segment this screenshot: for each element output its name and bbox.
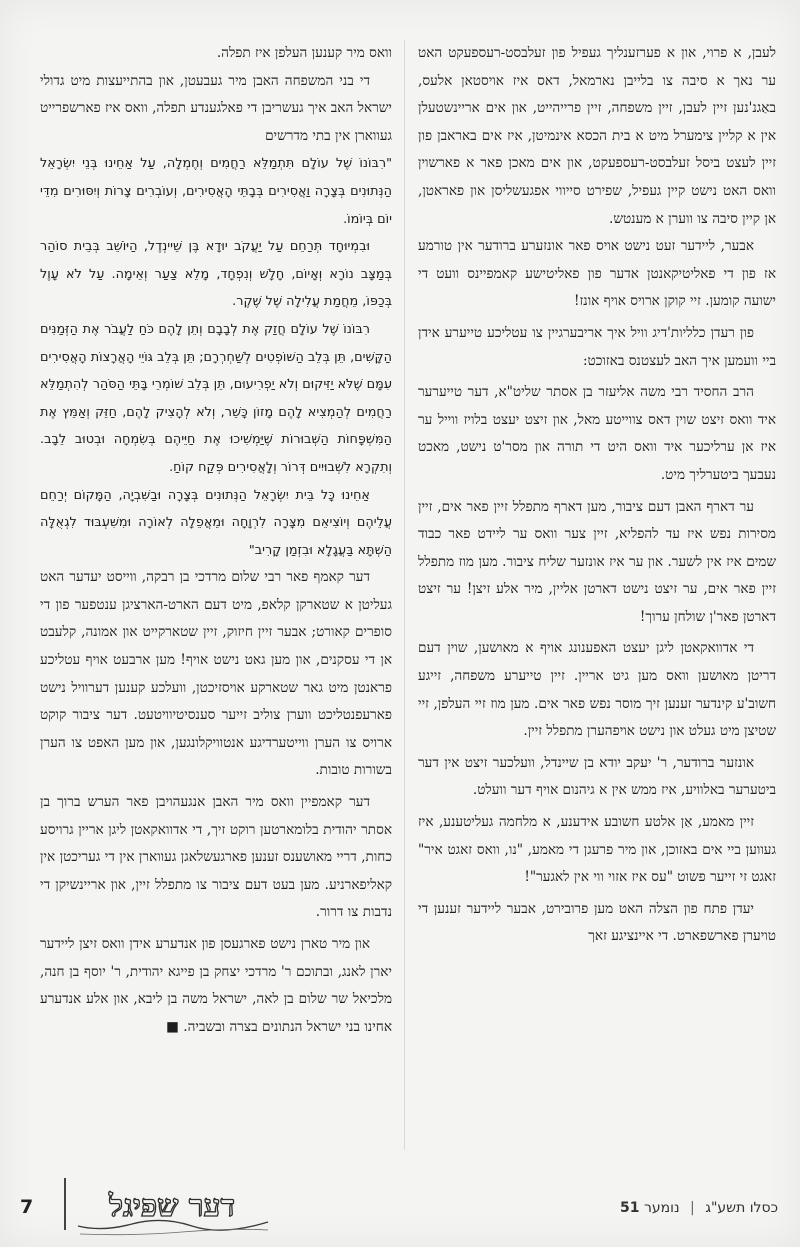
column-divider (404, 40, 405, 1150)
paragraph: רִבּוֹנוֹ שֶׁל עוֹלָם חֲזַק אֶת לְבָבָם וְתֵן לָהֶם כֹּחַ לַעֲבֹר אֶת הַזְּמַנִּים הַקָּשִׁים, תֵּן בְּלֵב הַשּׁוֹפְטִים לְשַׁחְרְרָם; תֵּן בְּלֵב גּוֹיֵי הָאֲרָצוֹת הָאֲסִירִים עִמָּם שֶׁלֹּא יַזִּיקוּם וְלֹא יַפְרִיעוּם, תֵּן בְּלֵב שׁוֹמְרֵי בָּתֵּי הַסֹּהַר לְהִתְמַלֵּא רַחֲמִים לְהַמְצִיא לָהֶם מָזוֹן כָּשֵׁר, וְלֹא לְהָצִיק לָהֶם, חַזֵּק וְאַמֵּץ אֶת הַמִּשְׁפָּחוֹת הַשְּׁבוּרוֹת שֶׁיַּמְשִׁיכוּ אֶת חַיֵּיהֶם בְּשִׂמְחָה וּבְטוּב לֵבָב. וְתִקְרָא לִשְׁבוּיִים דְּרוֹר וְלָאֲסִירִים פְּקַח קוֹחַ. (40, 321, 392, 475)
paragraph: דער קאמפיין וואס מיר האבן אנגעהויבן פאר הערש ברוך בן אסתר יהודית בלומארטען רוקט זיך, די אדוואקאטן ליגן אריין גרויסע כחות, דריי מאושענס זענען פארגעשלאגן געווארן אין די געריכטן אין קאליפארניע. מען בעט דעם ציבור צו מתפלל זיין, און אריינשיקן די נדבות צו דרור. (40, 794, 392, 921)
paragraph: אַחֵינוּ כָּל בֵּית יִשְׂרָאֵל הַנְּתוּנִים בְּצָרָה וּבַשִּׁבְיָה, הַמָּקוֹם יְרַחֵם עֲלֵיהֶם וְיוֹצִיאֵם מִצָּרָה לִרְוָחָה וּמֵאֲפֵלָה לְאוֹרָה וּמִשִּׁעְבּוּד לִגְאֻלָּה הַשְׁתָּא בַּעֲגָלָא וּבִזְמַן קָרִיב" (40, 487, 392, 558)
paragraph: ער דארף האבן דעם ציבור, מען דארף מתפלל זיין פאר אים, זיין מסירות נפש איז עד להפליא, זיין צער וואס ער ליידט פאר כבוד שמים איז אין לשער. און ער איז אונזער שליח ציבור. מען מוז מתפלל זיין פאר אים, ער זיצט נישט דארטן אליין, מיר אלע זיצן! ער זיצט דארטן פאר'ן שולחן ערוך! (418, 498, 776, 625)
issue-number: 51 (620, 1200, 640, 1216)
paragraph: זיין מאמע, אַן אלטע חשובע אידענע, א מלחמה געליטענע, איז געווען ביי אים באזוכן, און מיר פרעגן די מאמע, "נו, וואס זאגט איר" זאגט זי זייער פשוט "עס איז אזוי ווי אין לאגער"! (418, 814, 776, 886)
paragraph: לעבן, א פרוי, און א פערזענליך געפיל פון זעלבסט-רעספעקט האט ער נאך א סיבה צו בלייבן נארמאל, דאס איז אויסטאן אלעס, באַגנ'נען זיין לעבן, זיין משפחה, זיין פרייהייט, און אים אריינשטעלן אין א קליין צימערל מיט א בית הכסא אינמיטן, איז אים באראבן פון זיין לעצט ביסל זעלבסט-רעספעקט, און אים מאכן פאר א פארשוין וואס האט נישט קיין געפיל, שפירט סייווי אפגעשליסן און פאראטן, אן קיין סיבה צו ווערן א מענטש. (418, 45, 776, 227)
article-column-left (40, 40, 392, 1150)
paragraph: וואס מיר קענען העלפן איז תפלה. (216, 45, 392, 61)
paragraph: הרב החסיד רבי משה אליעזר בן אסתר שליט"א, דער טייערער איד וואס זיצט שוין דאס צווייטע מאל, און זיצט יעצט בלויז ווייל ער איז אן ערליכער איד וואס היט די תורה און מסר'ט נישט, מאכט נעבעך ביטערליך מיט. (418, 384, 776, 483)
issue-separator: | (690, 1200, 695, 1216)
paragraph: דער קאמף פאר רבי שלום מרדכי בן רבקה, ווייסט יעדער האט געליטן א שטארקן קלאפ, מיט דעם הארט-הארציגן ענטפער פון די סופרים קאורט; אבער זיין חיזוק, זיין שטארקייט און אמונה, קלעבט אן די עסקנים, און מען גאט נישט אויף! מען ארבעט אויף עטליכע פראנטן מיט גאר שטארקע אויסזיכטן, וועלכע קענען דערוויל נישט פארעפנטליכט ווערן צוליב זייער סענסיטיוויטעט. דער ציבור קוקט ארויס צו הערן ווייטערדיגע אנטוויקלונגען, און מען האפט צו הערן בשורות טובות. (40, 569, 392, 779)
left-column-paragraphs (40, 40, 392, 1041)
issue-info (620, 1200, 778, 1216)
paragraph: פון רעדן כלליות'דיג וויל איך אריבערגיין צו עטליכע טייערע אידן ביי וועמען איך האב לעצטנס באזוכט: (418, 324, 776, 369)
page-number: 7 (20, 1196, 34, 1218)
paragraph: "רִבּוֹנוֹ שֶׁל עוֹלָם תִּתְמַלֵּא רַחֲמִים וְחֶמְלָה, עַל אַחֵינוּ בְּנֵי יִשְׂרָאֵל הַנְּתוּנִים בְּצָרָה וַאֲסִירִים בְּבָתֵּי הָאֲסִירִים, וְעוֹבְרִים צָרוֹת וְיִסּוּרִים מִדֵּי יוֹם בְּיוֹמוֹ. (40, 156, 392, 227)
footer-rule (64, 1178, 66, 1230)
article-column-right (418, 40, 776, 1150)
paragraph: און מיר טארן נישט פארגעסן פון אנדערע אידן וואס זיצן ליידער יארן לאנג, ובתוכם ר' מרדכי יצחק בן פייגא יהודית, ר' יוסף בן חנה, מלכיאל שר שלום בן לאה, ישראל משה בן ליבא, און אלע אנדערע אחינו בני ישראל הנתונים בצרה ובשביה. ■ (40, 936, 392, 1035)
paragraph: יעדן פתח פון הצלה האט מען פרובירט, אבער ליידער זענען די טויערן פארשפארט. די איינציגע זאך (418, 900, 776, 945)
right-column-paragraphs (418, 40, 776, 951)
paragraph: די בני המשפחה האבן מיר געבעטן, און בהתייעצות מיט גדולי ישראל האב איך געשריבן די פאלגענדע תפלה, וואס איז פארשפרייט געווארן אין בתי מדרשים (40, 72, 392, 144)
paragraph: אונזער ברודער, ר' יעקב יודא בן שיינדל, וועלכער זיצט אין דער ביטערער באלוויע, איז ממש אין א גיהנום אויף דער וועלט. (418, 754, 776, 799)
page-footer (0, 1160, 800, 1247)
paragraph: וּבִמְיוּחָד תְּרַחֵם עַל יַעֲקֹב יוּדָא בֶּן שֵׁיינְדֶל, הַיּוֹשֵׁב בְּבֵית סוֹהַר בְּמַצָּב נוֹרָא וְאָיוֹם, חָלָשׁ וְנִפְחָד, מָלֵא צַעַר וְאֵימָה. עַל לֹא עָוֶל בְּכַפּוֹ, מֵחֲמַת עֲלִילָה שֶׁל שֶׁקֶר. (40, 239, 392, 310)
logo-text: דער שפיגל (109, 1189, 235, 1224)
issue-label: נומער (643, 1200, 680, 1216)
magazine-logo (72, 1176, 272, 1238)
paragraph: אבער, ליידער זעט נישט אויס פאר אונזערע ברודער אין טורמע אז פון די פאליטיקאנטן אדער פון פאליטישע קאמפיינס וועט די ישועה קומען. זיי קוקן ארויס אויף אונז! (418, 238, 776, 310)
paragraph: די אדוואקאטן ליגן יעצט האפענונג אויף א מאושען, שוין דעם דריטן מאושען וואס מען גיט אריין. זיין טייערע משפחה, זייגע חשוב'ע קינדער זענען זיך מוסר נפש פאר אים. מען מוז זיי העלפן, זיי שטיצן מיט געלט און נישט אויפהערן מתפלל זיין. (418, 640, 776, 740)
issue-month: כסלו תשע"ג (705, 1200, 778, 1216)
